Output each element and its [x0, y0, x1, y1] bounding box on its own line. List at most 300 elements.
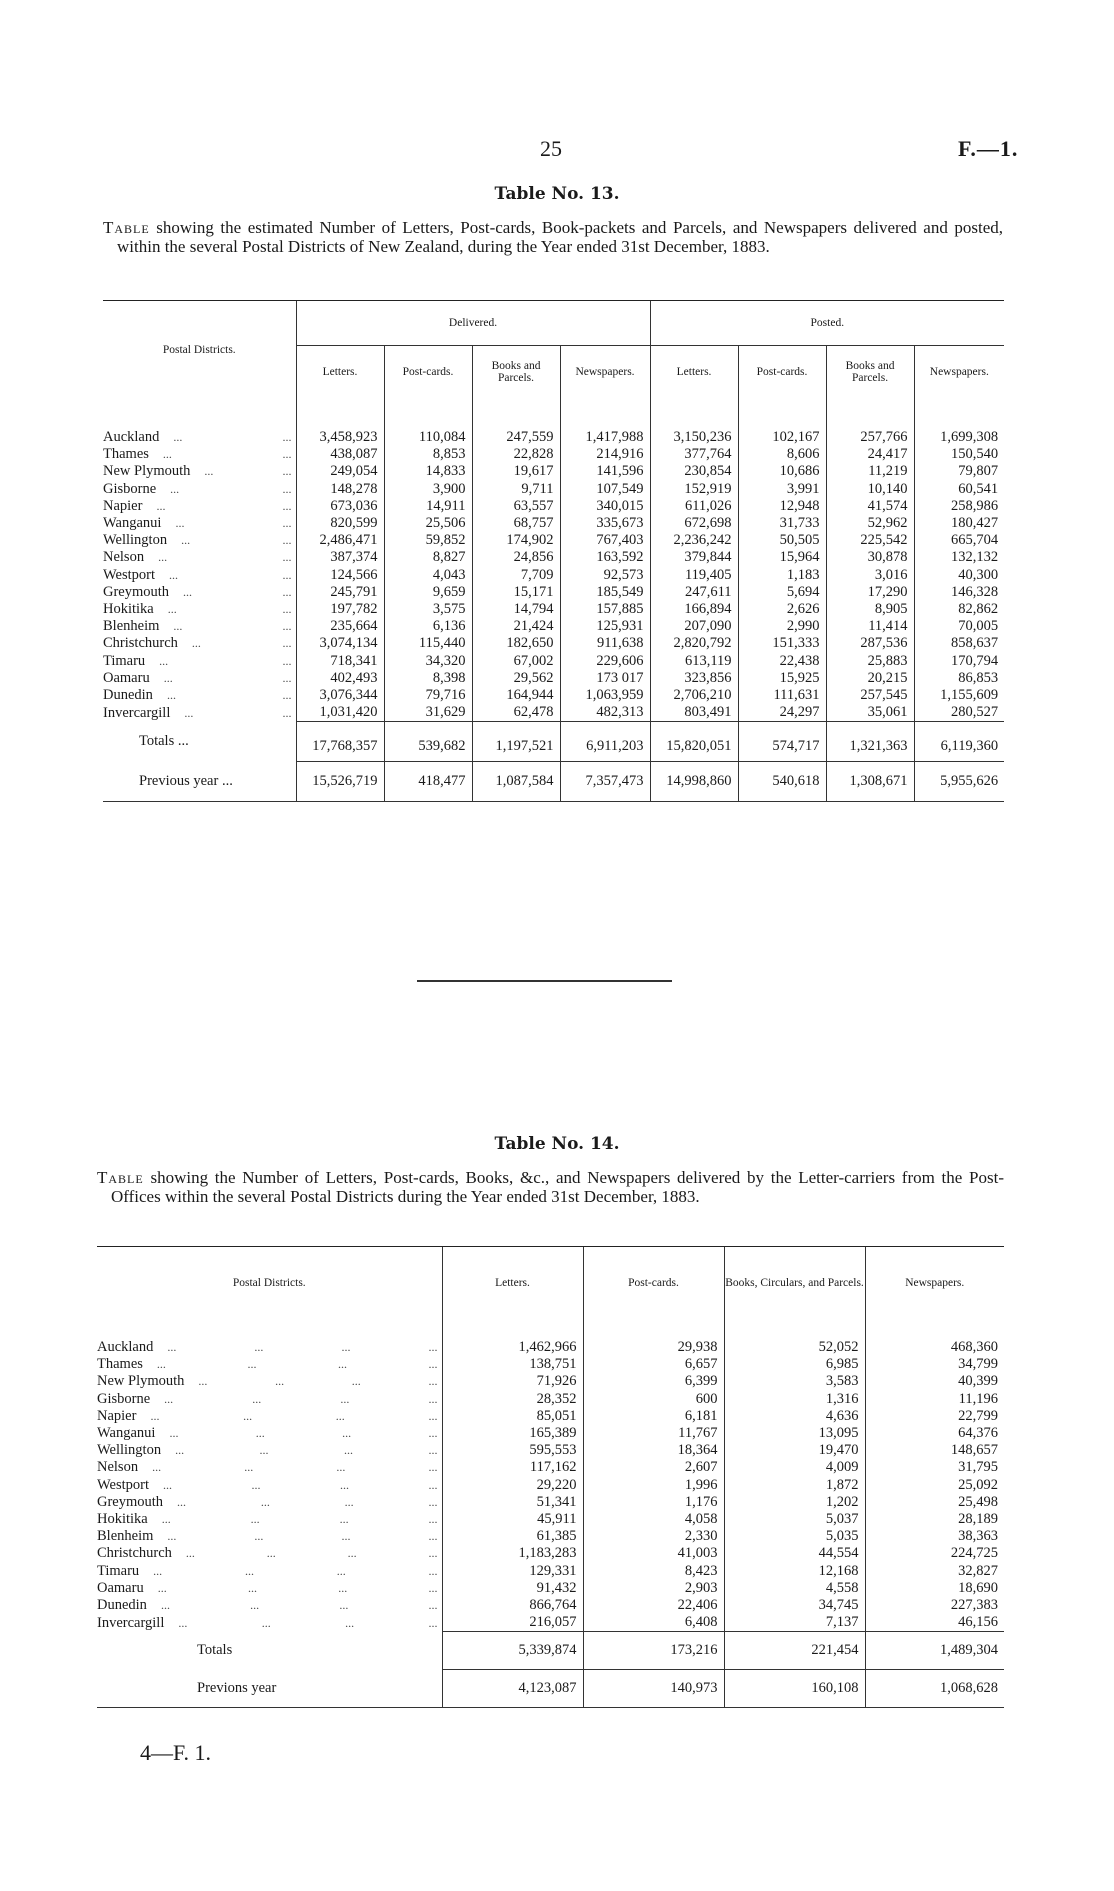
column-header: Letters.: [296, 345, 384, 399]
value-cell: 46,156: [865, 1614, 1004, 1632]
totals-value: 1,321,363: [826, 722, 914, 762]
table-row: [97, 1477, 1004, 1494]
value-cell: 3,150,236: [650, 429, 738, 446]
value-cell: 820,599: [296, 515, 384, 532]
value-cell: 102,167: [738, 429, 826, 446]
value-cell: 287,536: [826, 635, 914, 652]
table-row: [97, 1494, 1004, 1511]
value-cell: 125,931: [560, 618, 650, 635]
column-header: Books and Parcels.: [826, 345, 914, 399]
previous-value: 5,955,626: [914, 762, 1004, 802]
leader-dot: ...: [282, 584, 292, 599]
value-cell: 22,406: [583, 1597, 724, 1614]
table-row: [103, 670, 1004, 687]
leader-dots: [153, 1339, 437, 1356]
value-cell: 15,171: [472, 584, 560, 601]
caption-lead: Table: [103, 218, 150, 237]
value-cell: 67,002: [472, 653, 560, 670]
district-wrap: [103, 481, 296, 498]
value-cell: 767,403: [560, 532, 650, 549]
district-name: Wanganui: [103, 515, 162, 532]
value-cell: 12,168: [724, 1563, 865, 1580]
value-cell: 41,003: [583, 1545, 724, 1562]
value-cell: 613,119: [650, 653, 738, 670]
value-cell: 482,313: [560, 704, 650, 722]
value-cell: 148,657: [865, 1442, 1004, 1459]
leader-dots: [143, 1356, 438, 1373]
value-cell: 8,423: [583, 1563, 724, 1580]
district-cell: [97, 1391, 442, 1408]
totals-label: Totals ...: [139, 733, 189, 750]
leader-dot: ...: [282, 705, 292, 720]
value-cell: 185,549: [560, 584, 650, 601]
page-number: 25: [540, 136, 562, 161]
leader-dot: ...: [282, 688, 292, 703]
leader-dot: ...: [175, 1443, 185, 1458]
leader-dot: ...: [282, 464, 292, 479]
value-cell: 245,791: [296, 584, 384, 601]
leader-dot: ...: [336, 1563, 346, 1578]
value-cell: 163,592: [560, 549, 650, 566]
value-cell: 12,948: [738, 498, 826, 515]
table-row: [97, 1580, 1004, 1597]
leader-dot: ...: [428, 1443, 438, 1458]
table-row: [97, 1356, 1004, 1373]
value-cell: 3,583: [724, 1373, 865, 1390]
caption-lead: Table: [97, 1168, 144, 1187]
district-wrap: [97, 1494, 442, 1511]
district-wrap: [97, 1580, 442, 1597]
value-cell: 438,087: [296, 446, 384, 463]
leader-dot: ...: [177, 1494, 187, 1509]
value-cell: 18,690: [865, 1580, 1004, 1597]
value-cell: 52,052: [724, 1339, 865, 1356]
leader-dot: ...: [282, 447, 292, 462]
leader-dot: ...: [428, 1546, 438, 1561]
value-cell: 15,964: [738, 549, 826, 566]
value-cell: 22,828: [472, 446, 560, 463]
value-cell: 20,215: [826, 670, 914, 687]
district-wrap: [97, 1339, 442, 1356]
value-cell: 24,856: [472, 549, 560, 566]
leader-dot: ...: [152, 1460, 162, 1475]
leader-dot: ...: [337, 1357, 347, 1372]
table-row: [97, 1442, 1004, 1459]
value-cell: 14,833: [384, 463, 472, 480]
district-name: Westport: [97, 1476, 149, 1493]
leader-dot: ...: [166, 688, 176, 703]
district-cell: [103, 601, 296, 618]
leader-dot: ...: [255, 1426, 265, 1441]
leader-dot: ...: [428, 1615, 438, 1630]
value-cell: 257,545: [826, 687, 914, 704]
district-wrap: [103, 618, 296, 635]
value-cell: 68,757: [472, 515, 560, 532]
district-name: Wellington: [97, 1442, 162, 1459]
leader-dot: ...: [164, 1391, 174, 1406]
previous-value: 1,068,628: [865, 1670, 1004, 1708]
district-cell: [103, 429, 296, 446]
leader-dots: [170, 705, 291, 722]
value-cell: 225,542: [826, 532, 914, 549]
value-cell: 151,333: [738, 635, 826, 652]
value-cell: 22,799: [865, 1408, 1004, 1425]
value-cell: 180,427: [914, 515, 1004, 532]
column-header: Post-cards.: [583, 1247, 724, 1319]
district-name: Invercargill: [103, 704, 171, 721]
value-cell: 3,575: [384, 601, 472, 618]
leader-dots: [153, 687, 292, 704]
table-row: [97, 1339, 1004, 1356]
spacer: [583, 1319, 724, 1339]
value-cell: 235,664: [296, 618, 384, 635]
value-cell: 2,236,242: [650, 532, 738, 549]
leader-dot: ...: [282, 636, 292, 651]
value-cell: 1,872: [724, 1477, 865, 1494]
leader-dot: ...: [428, 1460, 438, 1475]
leader-dot: ...: [243, 1408, 253, 1423]
table13-title: Table No. 13.: [494, 184, 620, 204]
district-name: Nelson: [97, 1459, 139, 1476]
value-cell: 340,015: [560, 498, 650, 515]
value-cell: 141,596: [560, 463, 650, 480]
value-cell: 5,037: [724, 1511, 865, 1528]
leader-dot: ...: [351, 1374, 361, 1389]
district-name: Oamaru: [97, 1579, 144, 1596]
district-name: Timaru: [97, 1562, 140, 1579]
leader-dot: ...: [150, 1408, 160, 1423]
value-cell: 1,183,283: [442, 1545, 583, 1562]
value-cell: 45,911: [442, 1511, 583, 1528]
value-cell: 8,606: [738, 446, 826, 463]
previous-value: 540,618: [738, 762, 826, 802]
value-cell: 214,916: [560, 446, 650, 463]
value-cell: 2,330: [583, 1528, 724, 1545]
leader-dots: [155, 567, 292, 584]
table-row: [103, 635, 1004, 652]
value-cell: 29,220: [442, 1477, 583, 1494]
leader-dot: ...: [428, 1477, 438, 1492]
table14-title: Table No. 14.: [494, 1134, 620, 1154]
table-row: [103, 584, 1004, 601]
value-cell: 2,820,792: [650, 635, 738, 652]
leader-dot: ...: [198, 1374, 208, 1389]
totals-value: 574,717: [738, 722, 826, 762]
value-cell: 7,709: [472, 567, 560, 584]
value-cell: 673,036: [296, 498, 384, 515]
totals-value: 1,489,304: [865, 1632, 1004, 1670]
district-name: Hokitika: [97, 1511, 148, 1528]
leader-dots: [167, 532, 291, 549]
leader-dot: ...: [247, 1580, 257, 1595]
value-cell: 44,554: [724, 1545, 865, 1562]
value-cell: 672,698: [650, 515, 738, 532]
document-reference: F.—1.: [958, 136, 1019, 161]
district-wrap: [103, 705, 296, 722]
spacer: [865, 1319, 1004, 1339]
spacer: [384, 399, 472, 429]
value-cell: 3,991: [738, 481, 826, 498]
leader-dots: [164, 1615, 437, 1632]
table-row: [103, 429, 1004, 446]
leader-dots: [142, 498, 291, 515]
value-cell: 4,058: [583, 1511, 724, 1528]
spacer: [97, 1319, 442, 1339]
value-cell: 6,408: [583, 1614, 724, 1632]
leader-dot: ...: [158, 550, 168, 565]
district-cell: [103, 515, 296, 532]
leader-dots: [150, 670, 292, 687]
table-row: [103, 704, 1004, 722]
value-cell: 28,189: [865, 1511, 1004, 1528]
district-name: New Plymouth: [97, 1373, 185, 1390]
totals-value: 173,216: [583, 1632, 724, 1670]
leader-dots: [149, 1477, 438, 1494]
district-name: Napier: [97, 1407, 137, 1424]
leader-dot: ...: [282, 670, 292, 685]
district-cell: [103, 498, 296, 515]
leader-dot: ...: [282, 619, 292, 634]
district-wrap: [103, 653, 296, 670]
leader-dot: ...: [336, 1460, 346, 1475]
value-cell: 115,440: [384, 635, 472, 652]
table-row: [97, 1408, 1004, 1425]
value-cell: 62,478: [472, 704, 560, 722]
district-name: Dunedin: [103, 687, 153, 704]
value-cell: 132,132: [914, 549, 1004, 566]
district-cell: [103, 463, 296, 480]
leader-dot: ...: [252, 1391, 262, 1406]
leader-dot: ...: [153, 1563, 163, 1578]
table13: [103, 301, 1004, 802]
district-name: New Plymouth: [103, 463, 191, 480]
district-cell: [103, 532, 296, 549]
leader-dot: ...: [335, 1408, 345, 1423]
table-row: [103, 687, 1004, 704]
value-cell: 124,566: [296, 567, 384, 584]
previous-row: [103, 762, 1004, 802]
leader-dot: ...: [428, 1529, 438, 1544]
column-header: Books and Parcels.: [472, 345, 560, 399]
district-cell: [103, 584, 296, 601]
col-postal-districts: Postal Districts.: [232, 1277, 306, 1289]
column-header: Newspapers.: [914, 345, 1004, 399]
value-cell: 11,767: [583, 1425, 724, 1442]
district-cell: [97, 1408, 442, 1425]
district-cell: [103, 635, 296, 652]
value-cell: 31,629: [384, 704, 472, 722]
value-cell: 10,686: [738, 463, 826, 480]
leader-dot: ...: [162, 447, 172, 462]
district-wrap: [103, 498, 296, 515]
value-cell: 1,417,988: [560, 429, 650, 446]
leader-dot: ...: [344, 1443, 354, 1458]
table-row: [103, 498, 1004, 515]
value-cell: 50,505: [738, 532, 826, 549]
value-cell: 3,074,134: [296, 635, 384, 652]
value-cell: 28,352: [442, 1391, 583, 1408]
totals-value: 1,197,521: [472, 722, 560, 762]
leader-dot: ...: [156, 1357, 166, 1372]
district-cell: [97, 1356, 442, 1373]
district-name: Nelson: [103, 549, 145, 566]
value-cell: 595,553: [442, 1442, 583, 1459]
value-cell: 174,902: [472, 532, 560, 549]
leader-dot: ...: [181, 533, 191, 548]
leader-dot: ...: [342, 1426, 352, 1441]
leader-dot: ...: [340, 1477, 349, 1492]
table-row: [97, 1425, 1004, 1442]
district-cell: [97, 1580, 442, 1597]
previous-value: 15,526,719: [296, 762, 384, 802]
group-posted: Posted.: [650, 301, 1004, 345]
leader-dot: ...: [428, 1598, 438, 1613]
table-row: [103, 567, 1004, 584]
leader-dot: ...: [157, 1580, 167, 1595]
value-cell: 30,878: [826, 549, 914, 566]
value-cell: 40,300: [914, 567, 1004, 584]
leader-dot: ...: [344, 1494, 354, 1509]
leader-dots: [136, 1408, 437, 1425]
value-cell: 1,202: [724, 1494, 865, 1511]
value-cell: 323,856: [650, 670, 738, 687]
district-name: Blenheim: [103, 618, 160, 635]
leader-dot: ...: [247, 1357, 257, 1372]
leader-dot: ...: [428, 1408, 438, 1423]
value-cell: 51,341: [442, 1494, 583, 1511]
district-name: Blenheim: [97, 1528, 154, 1545]
district-name: Wellington: [103, 532, 168, 549]
leader-dots: [172, 1545, 438, 1562]
value-cell: 40,399: [865, 1373, 1004, 1390]
value-cell: 22,438: [738, 653, 826, 670]
leader-dot: ...: [167, 1340, 177, 1354]
value-cell: 29,938: [583, 1339, 724, 1356]
value-cell: 665,704: [914, 532, 1004, 549]
leader-dots: [161, 515, 291, 532]
value-cell: 85,051: [442, 1408, 583, 1425]
value-cell: 600: [583, 1391, 724, 1408]
district-cell: [97, 1597, 442, 1614]
district-name: Invercargill: [97, 1614, 165, 1631]
leader-dots: [139, 1563, 437, 1580]
district-cell: [97, 1545, 442, 1562]
value-cell: 150,540: [914, 446, 1004, 463]
value-cell: 3,076,344: [296, 687, 384, 704]
leader-dot: ...: [244, 1563, 254, 1578]
value-cell: 197,782: [296, 601, 384, 618]
district-name: Greymouth: [97, 1493, 164, 1510]
value-cell: 31,733: [738, 515, 826, 532]
value-cell: 170,794: [914, 653, 1004, 670]
district-cell: [97, 1442, 442, 1459]
column-header: Letters.: [650, 345, 738, 399]
value-cell: 79,807: [914, 463, 1004, 480]
value-cell: 79,716: [384, 687, 472, 704]
value-cell: 1,996: [583, 1477, 724, 1494]
value-cell: 8,827: [384, 549, 472, 566]
leader-dot: ...: [259, 1443, 269, 1458]
table-row: [103, 549, 1004, 566]
value-cell: 110,084: [384, 429, 472, 446]
district-cell: [103, 687, 296, 704]
value-cell: 14,794: [472, 601, 560, 618]
leader-dot: ...: [275, 1374, 285, 1389]
leader-dot: ...: [159, 653, 169, 668]
leader-dots: [190, 463, 291, 480]
leader-dot: ...: [428, 1391, 438, 1406]
district-wrap: [103, 429, 296, 446]
district-cell: [97, 1511, 442, 1528]
district-name: Hokitika: [103, 601, 154, 618]
leader-dots: [184, 1373, 437, 1390]
value-cell: 11,196: [865, 1391, 1004, 1408]
leader-dot: ...: [185, 1546, 195, 1561]
leader-dot: ...: [170, 481, 180, 496]
value-cell: 34,799: [865, 1356, 1004, 1373]
district-cell: [103, 481, 296, 498]
totals-value: 15,820,051: [650, 722, 738, 762]
value-cell: 1,031,420: [296, 704, 384, 722]
value-cell: 387,374: [296, 549, 384, 566]
district-name: Thames: [103, 446, 149, 463]
col-postal-districts: Postal Districts.: [162, 344, 236, 356]
value-cell: 17,290: [826, 584, 914, 601]
leader-dots: [144, 1580, 438, 1597]
totals-row: [103, 722, 1004, 762]
value-cell: 164,944: [472, 687, 560, 704]
value-cell: 86,853: [914, 670, 1004, 687]
district-wrap: [103, 601, 296, 618]
value-cell: 9,711: [472, 481, 560, 498]
leader-dot: ...: [428, 1494, 438, 1509]
previous-value: 7,357,473: [560, 762, 650, 802]
district-name: Thames: [97, 1356, 143, 1373]
leader-dot: ...: [161, 1512, 171, 1527]
value-cell: 258,986: [914, 498, 1004, 515]
district-name: Gisborne: [97, 1390, 151, 1407]
value-cell: 11,219: [826, 463, 914, 480]
spacer: [103, 399, 296, 429]
value-cell: 5,035: [724, 1528, 865, 1545]
value-cell: 4,009: [724, 1459, 865, 1476]
footer-signature: 4—F. 1.: [140, 1740, 211, 1765]
district-name: Greymouth: [103, 583, 170, 600]
value-cell: 1,699,308: [914, 429, 1004, 446]
district-cell: [103, 446, 296, 463]
table-row: [97, 1528, 1004, 1545]
value-cell: 335,673: [560, 515, 650, 532]
leader-dot: ...: [428, 1357, 438, 1372]
previous-value: 4,123,087: [442, 1670, 583, 1708]
leader-dot: ...: [254, 1529, 264, 1544]
district-name: Oamaru: [103, 669, 150, 686]
leader-dots: [155, 1425, 437, 1442]
value-cell: 247,611: [650, 584, 738, 601]
column-header: Post-cards.: [384, 345, 472, 399]
district-cell: [103, 704, 296, 722]
leader-dots: [154, 601, 292, 618]
value-cell: 216,057: [442, 1614, 583, 1632]
column-header: Newspapers.: [560, 345, 650, 399]
value-cell: 2,486,471: [296, 532, 384, 549]
leader-dot: ...: [169, 1426, 179, 1441]
value-cell: 1,155,609: [914, 687, 1004, 704]
district-wrap: [97, 1528, 442, 1545]
district-cell: [103, 567, 296, 584]
district-wrap: [97, 1545, 442, 1562]
value-cell: 31,795: [865, 1459, 1004, 1476]
